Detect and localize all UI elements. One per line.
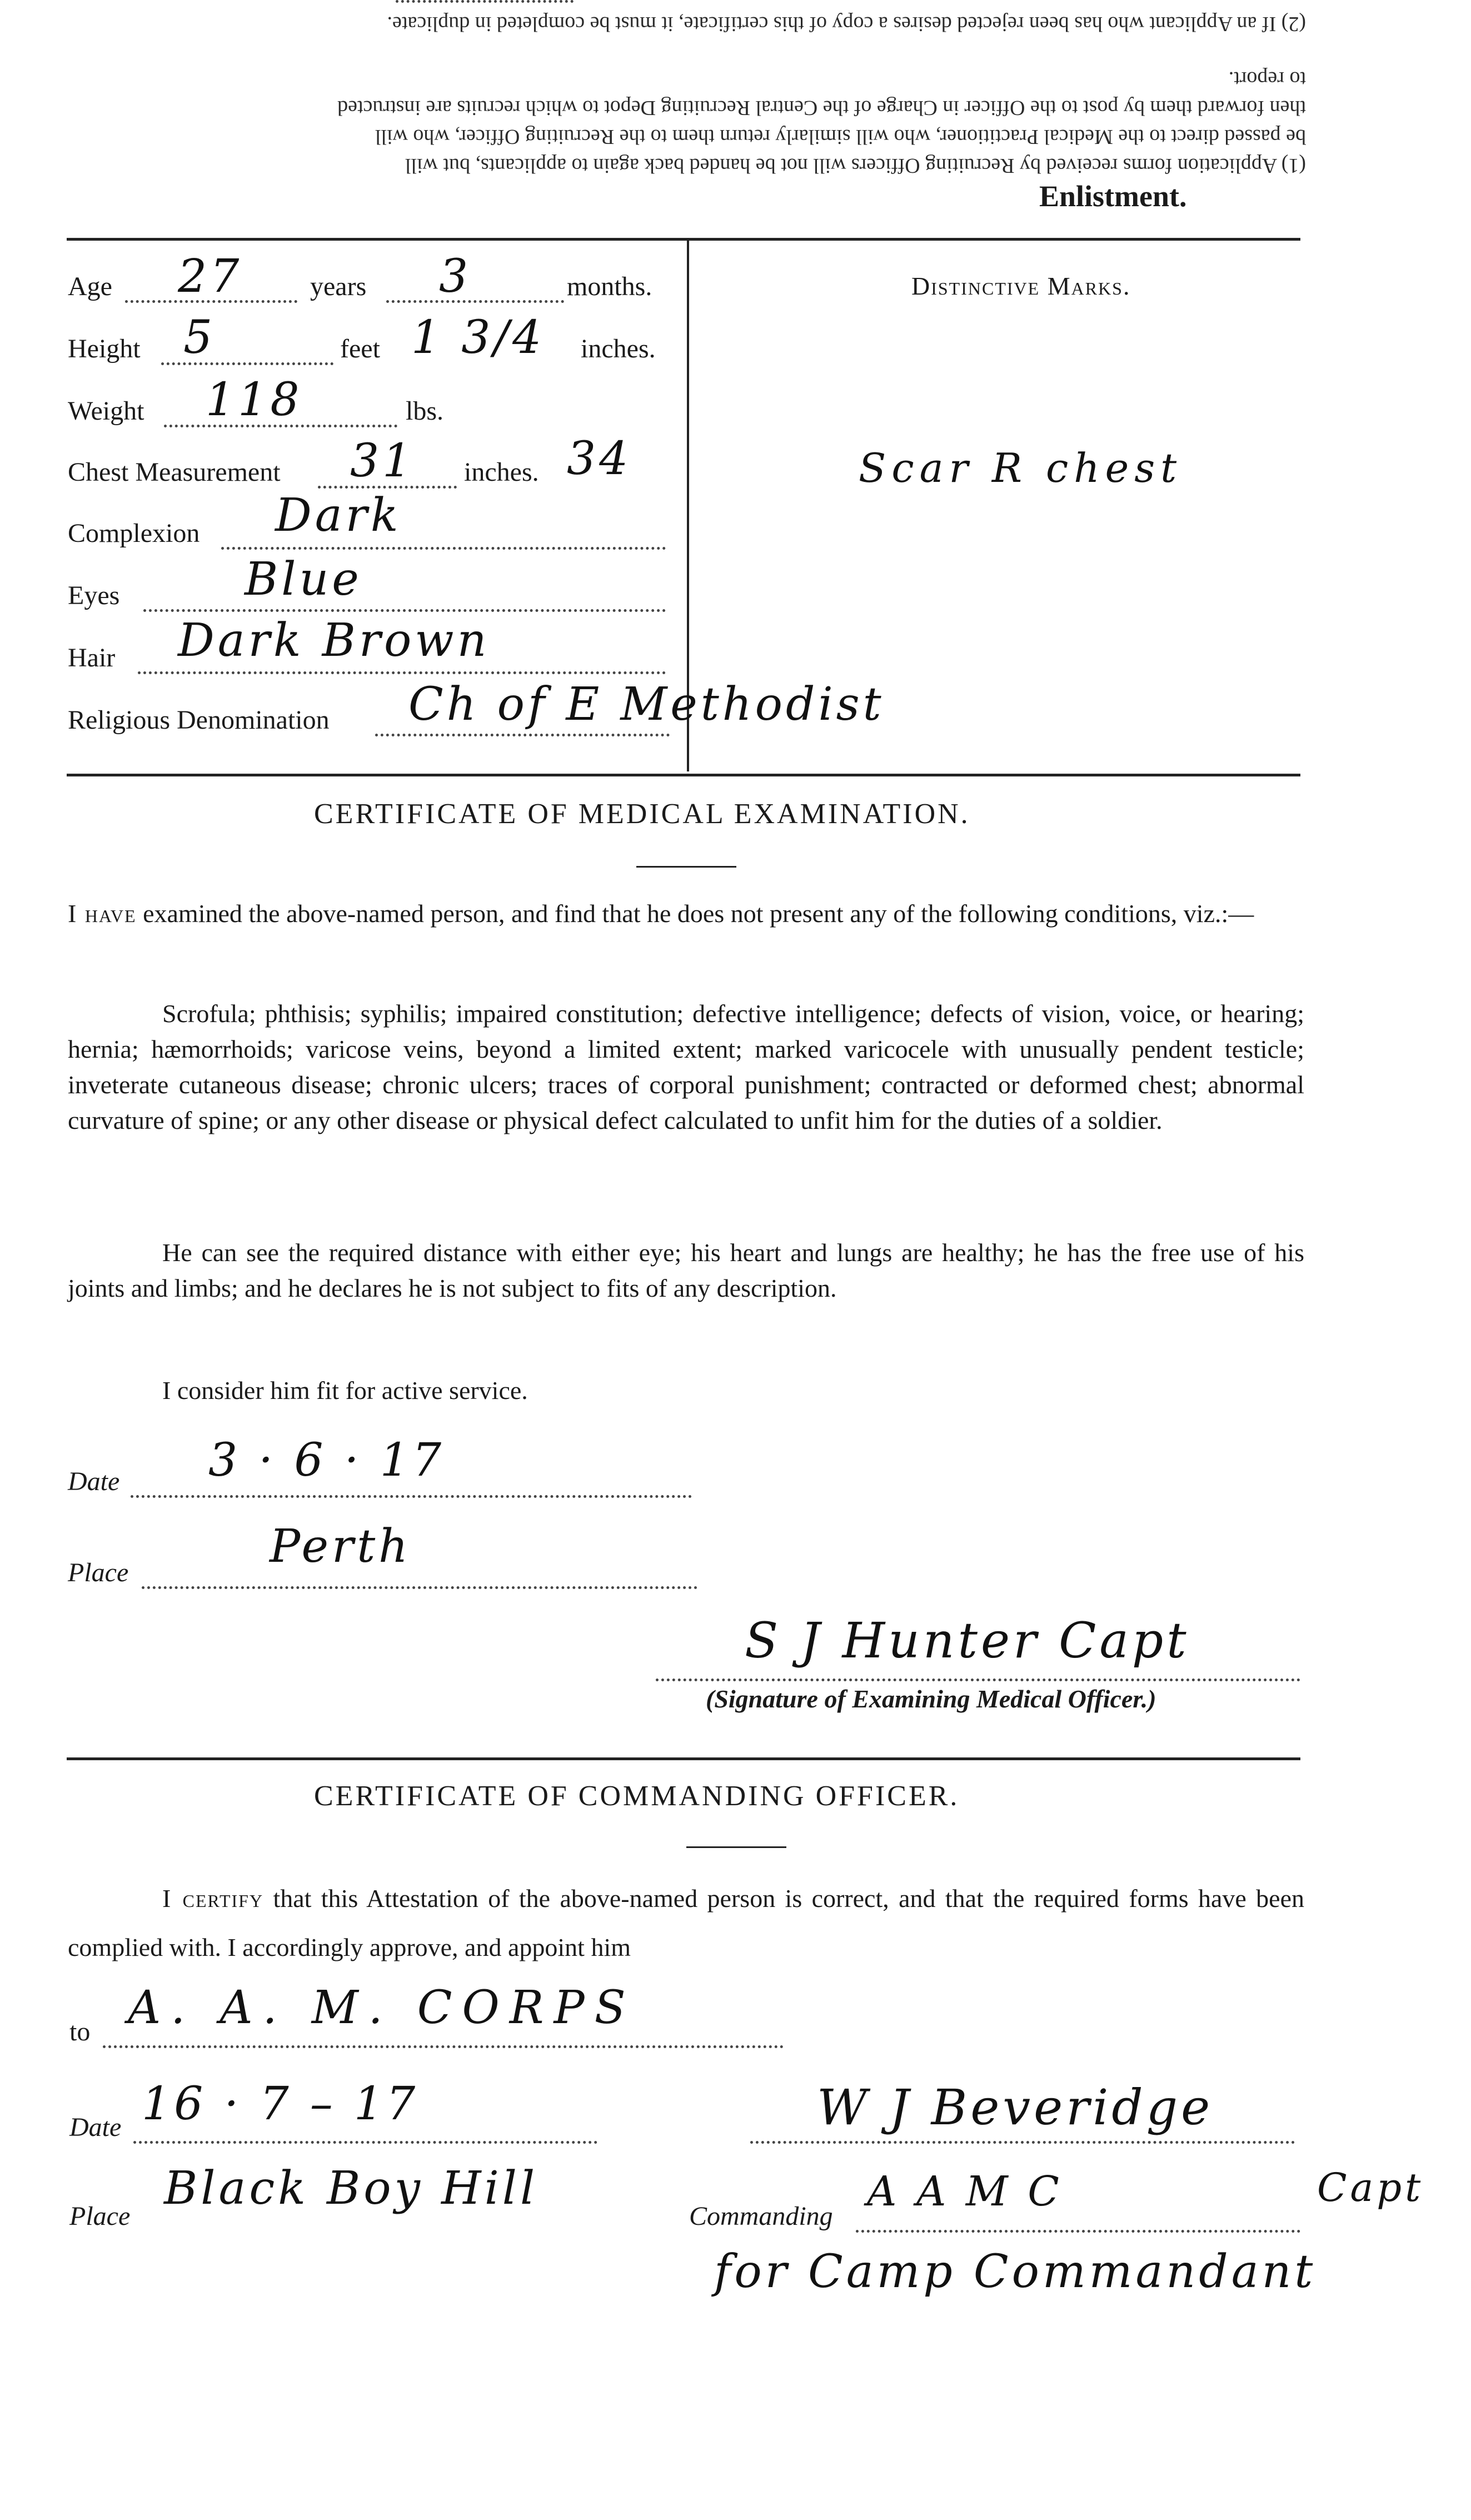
height-label: Height [68, 334, 141, 363]
note-1-line-4: to report. [1228, 67, 1306, 91]
commanding-date-value: 16 · 7 – 17 [142, 2078, 419, 2130]
commanding-signature-value: W J Beveridge [817, 2079, 1214, 2136]
chest-label: Chest Measurement [68, 457, 281, 487]
note-1-line-1: (1) Application forms received by Recruiting Officers will not be handed back again to applicants, but will [405, 154, 1306, 177]
top-rule [67, 238, 1300, 241]
note-1-line-3: then forward them by post to the Officer in Charge of the Central Recruiting Depot to which recruits are instructed [337, 96, 1306, 119]
cutoff-heading: Enlistment. [1039, 180, 1187, 213]
upside-down-notes [61, 0, 1317, 183]
years-label: years [310, 272, 367, 301]
age-months-value: 3 [439, 250, 472, 303]
height-inches-dots [396, 0, 574, 3]
commanding-title: CERTIFICATE OF COMMANDING OFFICER. [314, 1780, 960, 1812]
medical-date-value: 3 · 6 · 17 [208, 1434, 445, 1487]
note-1-line-2: be passed direct to the Medical Practitioner, who will similarly return them to the Recruiting Officer, who will [375, 125, 1306, 148]
commanding-certify-lead: I certify [162, 1884, 264, 1913]
hair-dots [138, 671, 666, 674]
weight-label: Weight [68, 396, 144, 426]
weight-value: 118 [206, 373, 303, 426]
height-inches-value: 1 3/4 [411, 311, 545, 364]
complexion-value: Dark [275, 489, 402, 542]
religion-label: Religious Denomination [68, 705, 330, 735]
commanding-date-label: Date [69, 2113, 122, 2142]
complexion-label: Complexion [68, 519, 200, 548]
age-months-dots [386, 300, 564, 303]
medical-date-label: Date [68, 1467, 120, 1496]
eyes-value: Blue [245, 553, 362, 606]
commanding-for-value: for Camp Commandant [714, 2245, 1317, 2298]
religion-value: Ch of E Methodist [408, 678, 885, 731]
medical-place-value: Perth [270, 1520, 411, 1573]
medical-intro-rest: examined the above-named person, and find that he does not present any of the following conditions, viz.:— [136, 899, 1254, 928]
height-feet-value: 5 [183, 311, 216, 364]
medical-place-label: Place [68, 1558, 129, 1587]
chest-max-value: 34 [567, 432, 632, 485]
religion-dots [375, 734, 670, 736]
commanding-to-label: to [69, 2017, 91, 2046]
medical-place-dots [142, 1586, 697, 1589]
commanding-to-value: A. A. M. CORPS [128, 1981, 636, 2034]
feet-label: feet [340, 334, 380, 363]
complexion-dots [221, 547, 666, 550]
lbs-label: lbs. [406, 396, 444, 426]
distinctive-marks-value: Scar R chest [859, 445, 1183, 491]
medical-intro [68, 896, 1304, 932]
commanding-certify-rest: that this Attestation of the above-named person is correct, and that the required forms have been complied with. I accordingly approve, and appoint him [68, 1884, 1304, 1961]
hair-label: Hair [68, 643, 116, 673]
commanding-signature-dots [750, 2141, 1295, 2144]
chest-inches-label: inches. [464, 457, 539, 487]
age-years-value: 27 [178, 250, 243, 303]
medical-health-para: He can see the required distance with either eye; his heart and lungs are healthy; he has the free use of his joints and limbs; and he declares he is not subject to fits of any description. [68, 1238, 1304, 1302]
chest-min-value: 31 [350, 435, 415, 487]
description-bottom-rule [67, 774, 1300, 776]
medical-signature-value: S J Hunter Capt [745, 1612, 1190, 1669]
commanding-to-dots [103, 2045, 784, 2048]
commanding-rank-value: Capt [1317, 2165, 1424, 2210]
eyes-dots [143, 609, 666, 612]
commanding-label: Commanding [689, 2202, 833, 2231]
commanding-certify [68, 1874, 1304, 1972]
medical-date-dots [131, 1495, 692, 1498]
age-label: Age [68, 272, 112, 301]
hair-value: Dark Brown [178, 614, 490, 667]
medical-signature-dots [656, 1679, 1300, 1681]
medical-bottom-rule [67, 1757, 1300, 1760]
medical-title-underline [636, 866, 736, 868]
medical-conditions: Scrofula; phthisis; syphilis; impaired constitution; defective intelligence; defects of vision, voice, or hearing; hernia; hæmorrhoids; varicose veins, beyond a limited extent; marked varicocele with unusually pendent testicle; inveterate cutaneous disease; chronic ulcers; traces of corporal punishment; contracted or deformed chest; abnormal curvature of spine; or any other disease or physical defect calculated to unfit him for the duties of a soldier. [68, 999, 1304, 1134]
commanding-place-label: Place [69, 2202, 131, 2231]
commanding-place-value: Black Boy Hill [164, 2162, 538, 2215]
medical-fit-statement: I consider him fit for active service. [162, 1376, 528, 1405]
commanding-date-dots [133, 2141, 597, 2144]
medical-title: CERTIFICATE OF MEDICAL EXAMINATION. [314, 798, 970, 830]
medical-signature-caption: (Signature of Examining Medical Officer.) [706, 1685, 1156, 1713]
eyes-label: Eyes [68, 581, 120, 610]
commanding-title-underline [686, 1846, 786, 1848]
commanding-unit-dots [856, 2230, 1300, 2233]
distinctive-marks-heading: Distinctive Marks. [911, 272, 1131, 300]
commanding-unit-value: A A M C [867, 2168, 1063, 2215]
months-label: months. [567, 272, 652, 301]
note-2: (2) If an Applicant who has been rejected desires a copy of this certificate, it must be completed in duplicate. [387, 12, 1306, 36]
medical-intro-lead: I have [68, 899, 137, 928]
inches-label: inches. [581, 334, 656, 363]
